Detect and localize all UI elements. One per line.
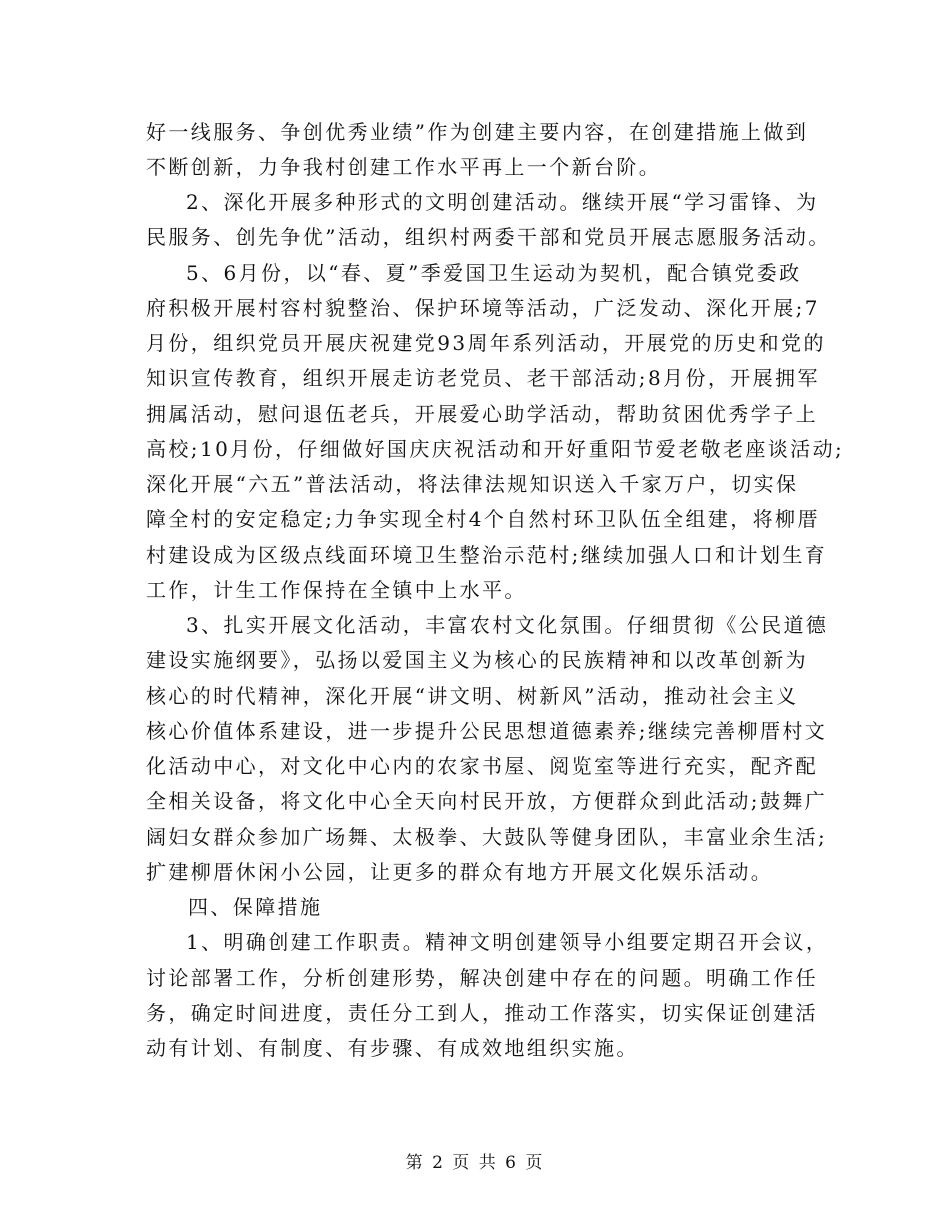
body-line: 建设实施纲要》，弘扬以爱国主义为核心的民族精神和以改革创新为 [146,648,808,672]
body-line: 府积极开展村容村貌整治、保护环境等活动，广泛发动、深化开展;7 [146,296,820,320]
body-line: 村建设成为区级点线面环境卫生整治示范村;继续加强人口和计划生育 [146,543,828,567]
paragraph-first-line: 3、扎实开展文化活动，丰富农村文化氛围。仔细贯彻《公民道德 [186,613,829,637]
body-line: 阔妇女群众参加广场舞、太极拳、大鼓队等健身团队，丰富业余生活; [146,825,828,849]
body-line: 工作，计生工作保持在全镇中上水平。 [146,578,527,602]
body-line: 民服务、创先争优”活动，组织村两委干部和党员开展志愿服务活动。 [146,225,831,249]
body-line: 高校;10月份，仔细做好国庆庆祝活动和开好重阳节爱老敬老座谈活动; [146,437,845,461]
paragraph-first-line: 2、深化开展多种形式的文明创建活动。继续开展“学习雷锋、为 [186,190,819,214]
body-line: 务，确定时间进度，责任分工到人，推动工作落实，切实保证创建活 [146,1001,818,1025]
paragraph-first-line: 5、6月份，以“春、夏”季爱国卫生运动为契机，配合镇党委政 [186,261,802,285]
body-line: 全相关设备，将文化中心全天向村民开放，方便群众到此活动;鼓舞广 [146,789,828,813]
body-line: 知识宣传教育，组织开展走访老党员、老干部活动;8月份，开展拥军 [146,366,820,390]
body-line: 深化开展“六五”普法活动，将法律法规知识送入千家万户，切实保 [146,472,799,496]
body-line: 化活动中心，对文化中心内的农家书屋、阅览室等进行充实，配齐配 [146,754,818,778]
body-line: 月份，组织党员开展庆祝建党93周年系列活动，开展党的历史和党的 [146,331,826,355]
body-line: 拥属活动，慰问退伍老兵，开展爱心助学活动，帮助贫困优秀学子上 [146,402,818,426]
body-line: 障全村的安定稳定;力争实现全村4个自然村环卫队伍全组建，将柳厝 [146,507,820,531]
body-line: 讨论部署工作，分析创建形势，解决创建中存在的问题。明确工作任 [146,966,818,990]
section-heading: 四、保障措施 [188,895,323,919]
paragraph-first-line: 1、明确创建工作职责。精神文明创建领导小组要定期召开会议， [186,930,829,954]
body-line: 好一线服务、争创优秀业绩”作为创建主要内容，在创建措施上做到 [146,120,809,144]
page-number-footer: 第 2 页 共 6 页 [405,1153,545,1173]
body-line: 扩建柳厝休闲小公园，让更多的群众有地方开展文化娱乐活动。 [146,860,774,884]
body-line: 动有计划、有制度、有步骤、有成效地组织实施。 [146,1036,639,1060]
body-line: 不断创新，力争我村创建工作水平再上一个新台阶。 [146,155,662,179]
body-line: 核心的时代精神，深化开展“讲文明、树新风”活动，推动社会主义 [146,684,799,708]
body-line: 核心价值体系建设，进一步提升公民思想道德素养;继续完善柳厝村文 [146,719,828,743]
